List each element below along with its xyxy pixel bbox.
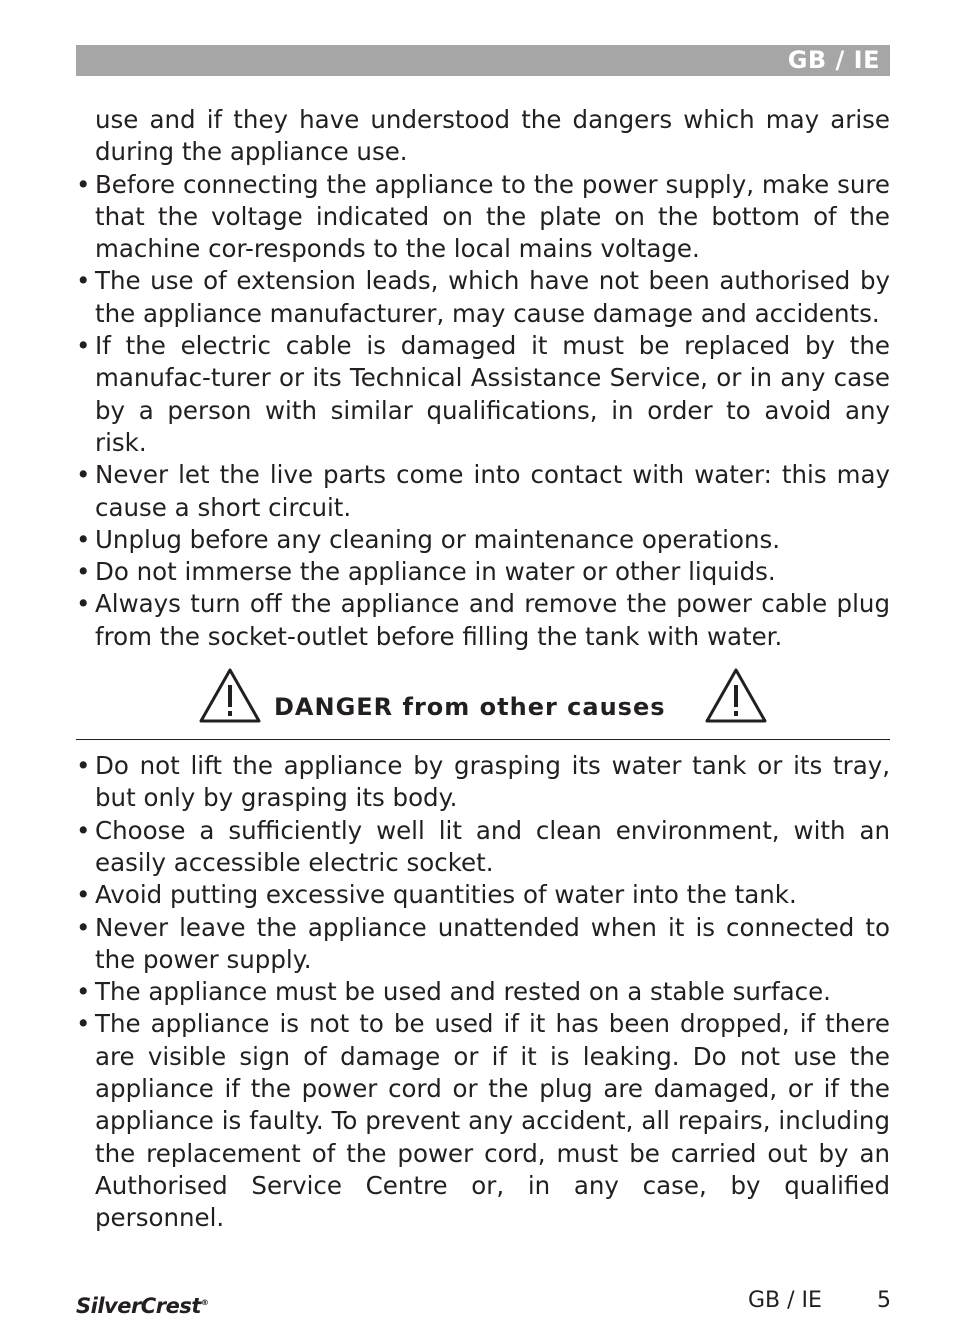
list-item: • The appliance must be used and rested on a stable surface.	[76, 976, 890, 1008]
warning-triangle-icon	[198, 667, 262, 725]
list-item: • Avoid putting excessive quantities of water into the tank.	[76, 879, 890, 911]
list-item: • Before connecting the appliance to the power supply, make sure that the voltage indicated on the plate on the bottom of the machine cor-responds to the local mains voltage.	[76, 169, 890, 266]
list-item: • The appliance is not to be used if it has been dropped, if there are visible sign of damage or if it is leaking. Do not use the appliance if the power cord or the plug are damaged, or if the appliance is faulty. To prevent any accident, all repairs, including the replacement of the power cord, must be carried out by an Authorised Service Centre or, in any case, by qualified personnel.	[76, 1008, 890, 1234]
intro-continuation: use and if they have understood the dangers which may arise during the appliance use.	[95, 105, 890, 167]
section-heading-danger	[76, 661, 890, 740]
list-item: • Do not lift the appliance by grasping its water tank or its tray, but only by grasping its body.	[76, 750, 890, 815]
section-title: DANGER from other causes	[274, 693, 666, 722]
footer-region-label: GB / IE	[748, 1288, 822, 1313]
list-item: • Never leave the appliance unattended when it is connected to the power supply.	[76, 912, 890, 977]
page-number: 5	[877, 1288, 891, 1313]
list-item: • Never let the live parts come into contact with water: this may cause a short circuit.	[76, 459, 890, 524]
safety-list-other-causes	[76, 750, 890, 1234]
brand-name: SilverCrest	[76, 1294, 201, 1318]
list-item: • If the electric cable is damaged it must be replaced by the manufac-turer or its Technical Assistance Service, or in any case by a person with similar qualifications, in order to avoid any risk.	[76, 330, 890, 459]
header-region-label: GB / IE	[787, 46, 880, 74]
list-item: • The use of extension leads, which have not been authorised by the appliance manufacturer, may cause damage and accidents.	[76, 265, 890, 330]
warning-triangle-icon	[704, 667, 768, 725]
page-content	[76, 104, 890, 1235]
list-item: • Always turn off the appliance and remove the power cable plug from the socket-outlet before filling the tank with water.	[76, 588, 890, 653]
list-item: • Do not immerse the appliance in water or other liquids.	[76, 556, 890, 588]
registered-mark: ®	[200, 1298, 209, 1307]
list-item: • Choose a sufficiently well lit and clean environment, with an easily accessible electric socket.	[76, 815, 890, 880]
list-item: • Unplug before any cleaning or maintenance operations.	[76, 524, 890, 556]
safety-list-general	[76, 169, 890, 653]
header-bar	[76, 45, 890, 76]
brand-logo	[76, 1294, 208, 1318]
